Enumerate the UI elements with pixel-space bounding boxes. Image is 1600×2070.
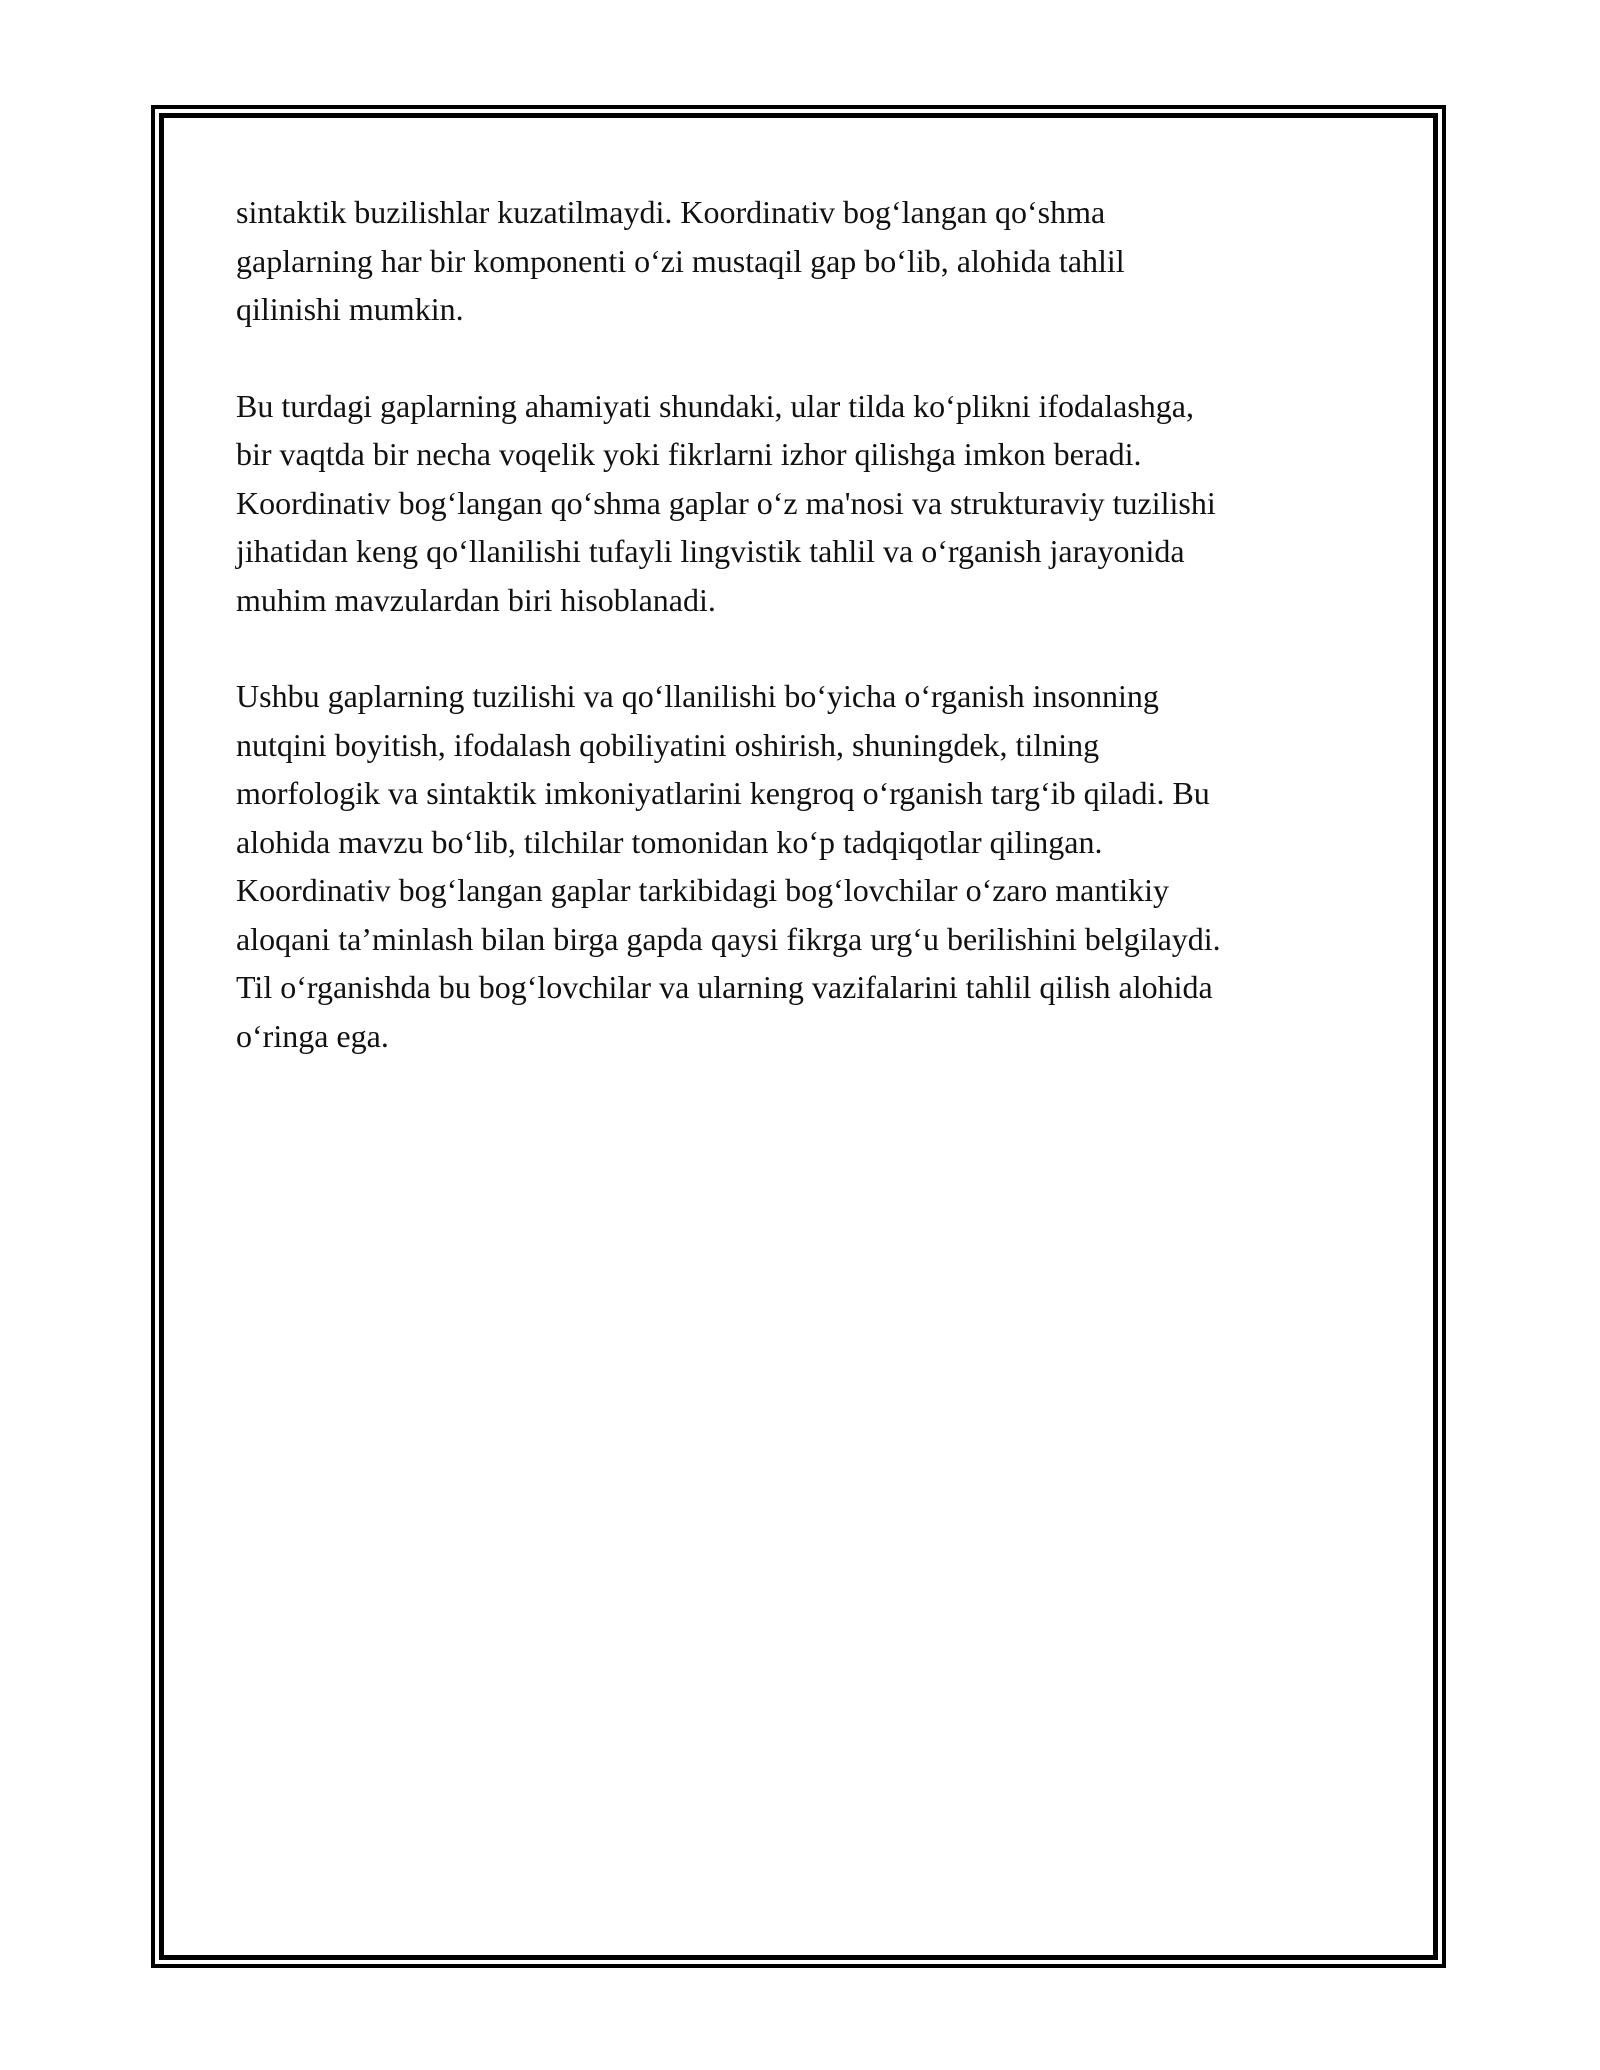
text-line: Til o‘rganishda bu bog‘lovchilar va ularning vazifalarini tahlil qilish alohida: [236, 969, 1213, 1005]
text-line: nutqini boyitish, ifodalash qobiliyatini oshirish, shuningdek, tilning: [236, 726, 1100, 763]
text-line: muhim mavzulardan biri hisoblanadi.: [236, 581, 716, 618]
text-line: aloqani ta’minlash bilan birga gapda qaysi fikrga urg‘u berilishini belgilaydi.: [236, 920, 1221, 957]
text-line: sintaktik buzilishlar kuzatilmaydi. Koordinativ bog‘langan qo‘shma: [236, 194, 1106, 230]
text-line: Koordinativ bog‘langan qo‘shma gaplar o‘z ma'nosi va strukturaviy tuzilishi: [236, 484, 1216, 521]
text-line: alohida mavzu bo‘lib, tilchilar tomonidan ko‘p tadqiqotlar qilingan.: [236, 823, 1103, 860]
text-line: qilinishi mumkin.: [236, 291, 464, 327]
text-line: gaplarning har bir komponenti o‘zi mustaqil gap bo‘lib, alohida tahlil: [236, 242, 1125, 279]
document-body: [236, 188, 1376, 1108]
paragraph-1: [236, 188, 1376, 334]
text-line: morfologik va sintaktik imkoniyatlarini kengroq o‘rganish targ‘ib qiladi. Bu: [236, 775, 1210, 811]
text-line: bir vaqtda bir necha voqelik yoki fikrlarni izhor qilishga imkon beradi.: [236, 436, 1142, 472]
paragraph-2: [236, 382, 1376, 625]
text-line: jihatidan keng qo‘llanilishi tufayli lingvistik tahlil va o‘rganish jarayonida: [236, 533, 1185, 569]
paragraph-3: [236, 672, 1376, 1060]
text-line: Koordinativ bog‘langan gaplar tarkibidagi bog‘lovchilar o‘zaro mantikiy: [236, 872, 1170, 908]
text-line: Bu turdagi gaplarning ahamiyati shundaki, ular tilda ko‘plikni ifodalashga,: [236, 387, 1194, 424]
text-line: Ushbu gaplarning tuzilishi va qo‘llanilishi bo‘yicha o‘rganish insonning: [236, 678, 1159, 714]
text-line: o‘ringa ega.: [236, 1017, 389, 1054]
